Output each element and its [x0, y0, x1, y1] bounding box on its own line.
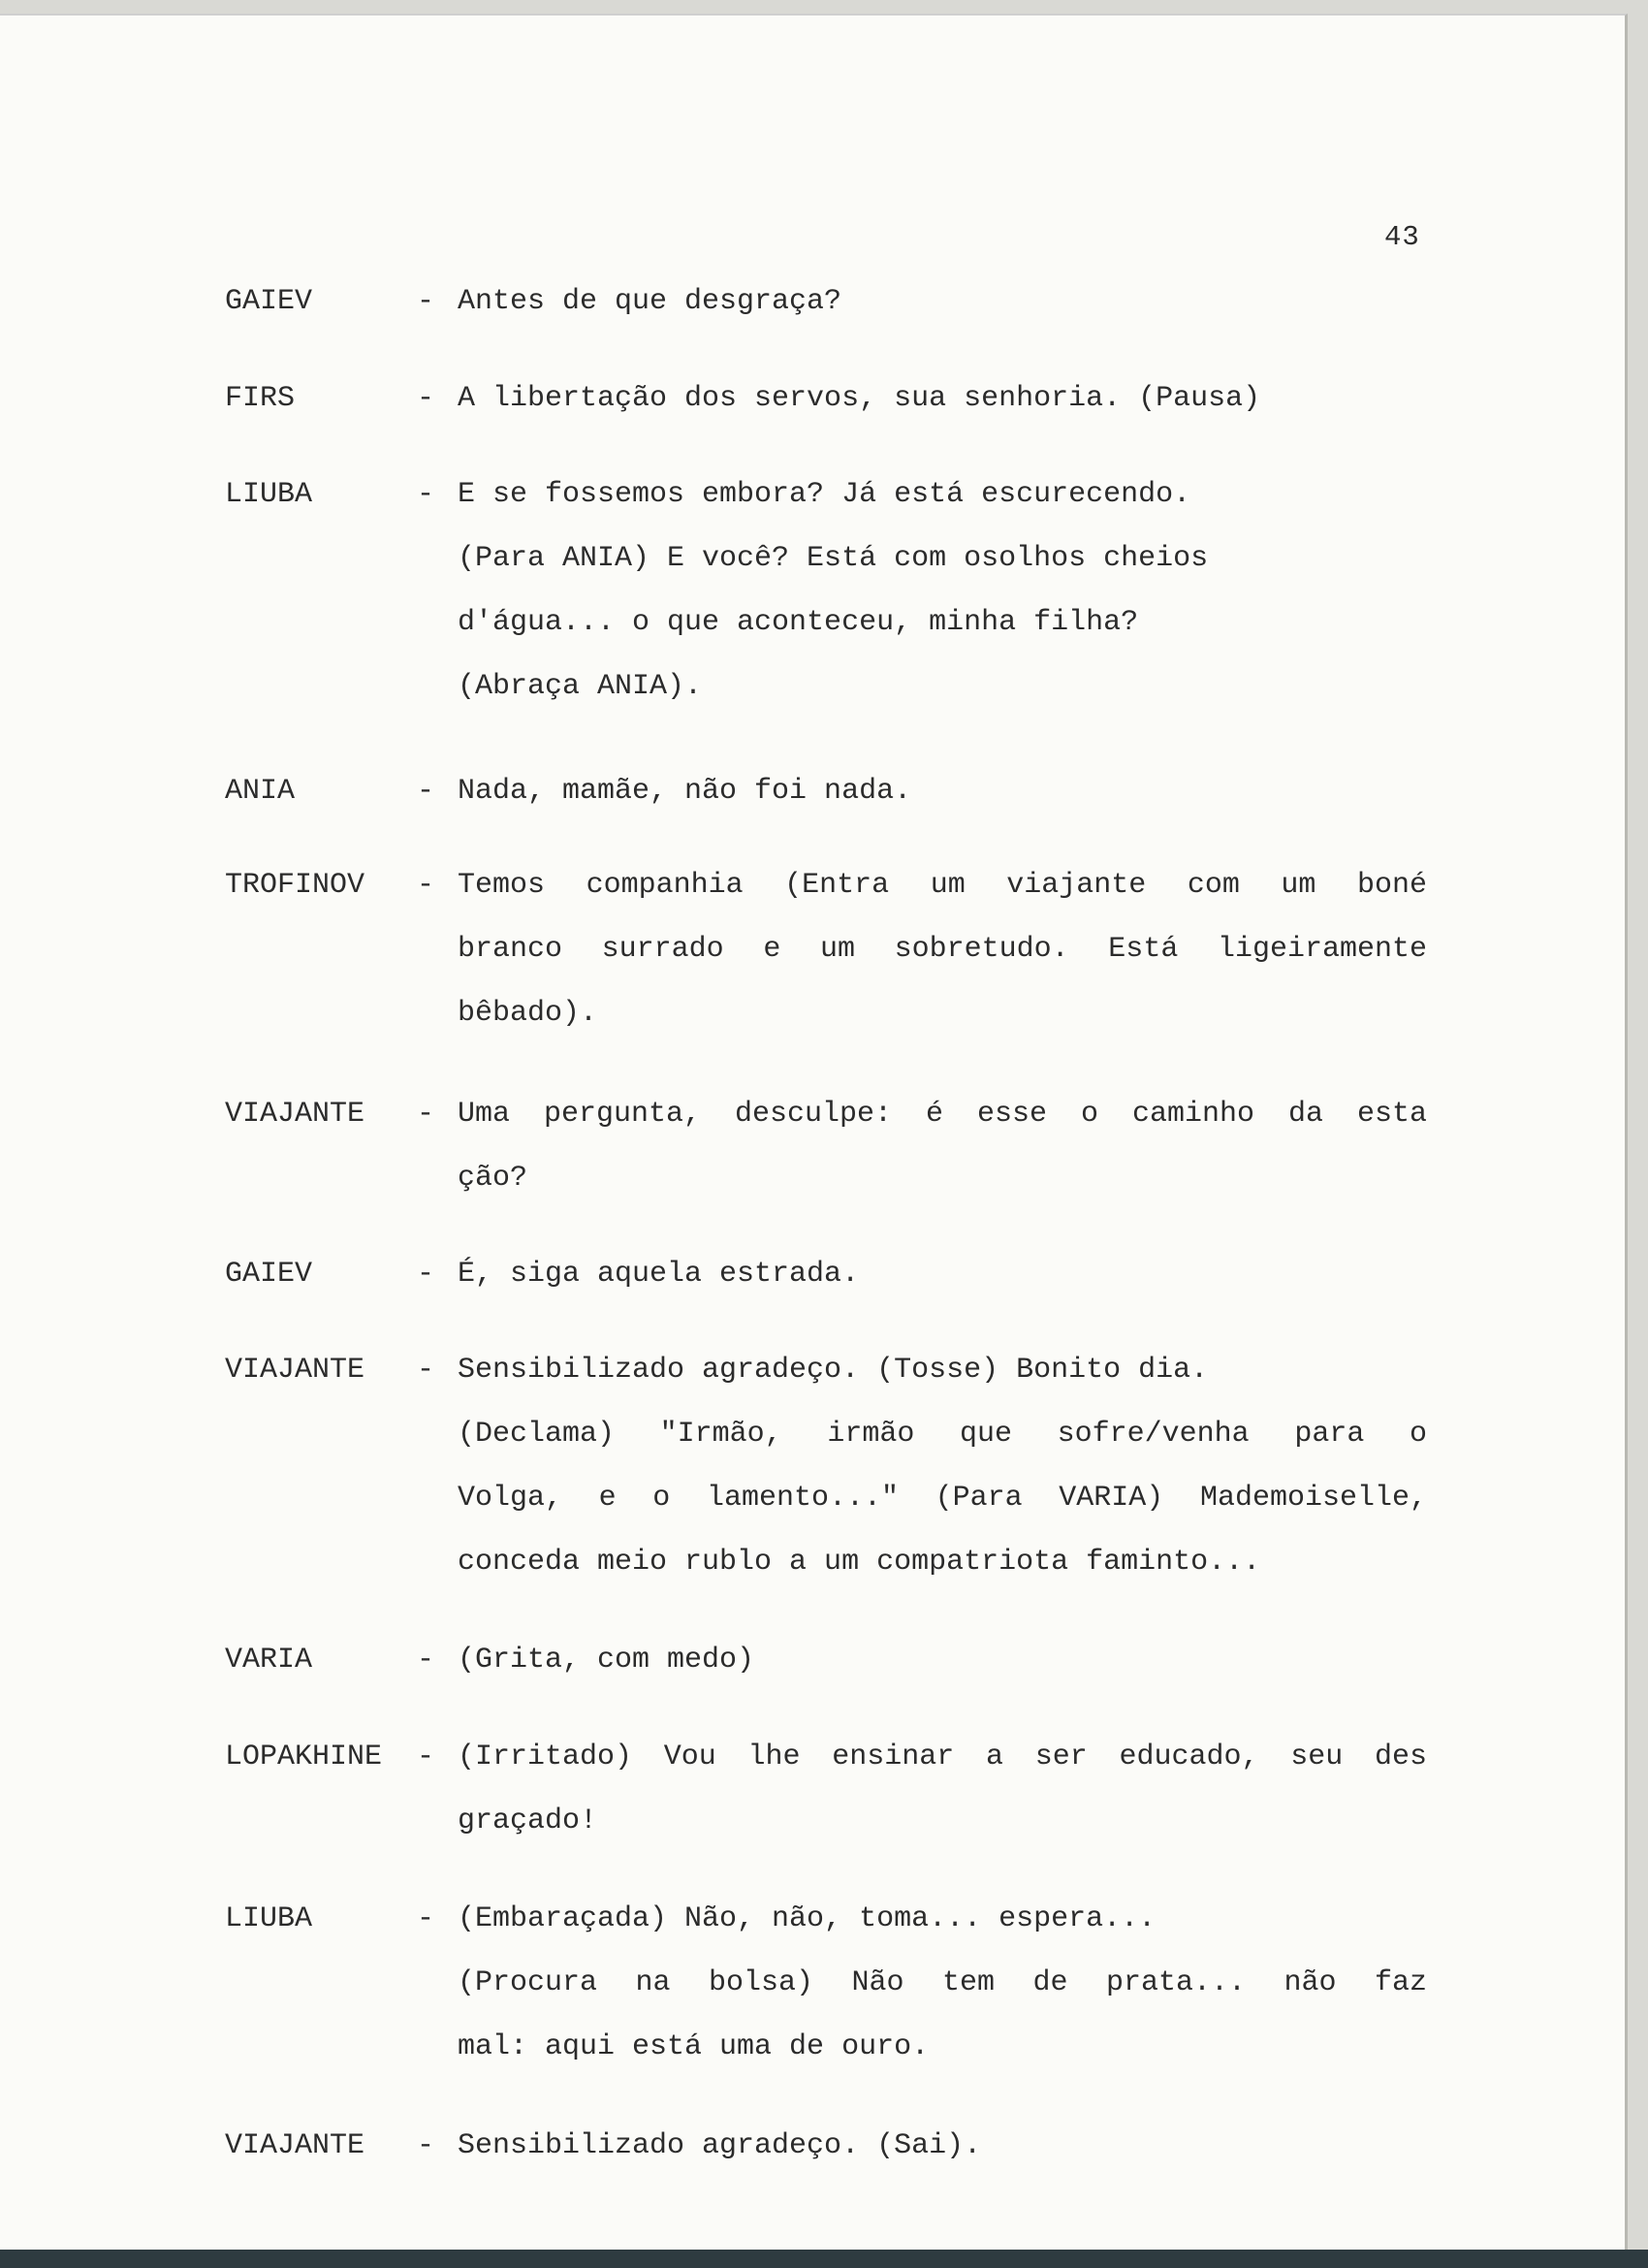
- speaker-dash: -: [417, 1258, 435, 1291]
- speaker-name: VIAJANTE: [225, 2129, 365, 2162]
- speech-line: E se fossemos embora? Já está escurecendo.: [458, 478, 1191, 511]
- speaker-name: GAIEV: [225, 285, 313, 318]
- speech-text: [458, 270, 1427, 334]
- speech-text: [458, 1887, 1427, 2079]
- speaker-dash: -: [417, 382, 435, 415]
- speech-text: [458, 367, 1427, 431]
- speaker-name: LOPAKHINE: [225, 1741, 383, 1773]
- speech-line: (Declama) "Irmão, irmão que sofre/venha para o: [458, 1418, 1427, 1451]
- speech-line: A libertação dos servos, sua senhoria. (Pausa): [458, 382, 1261, 415]
- speech-text: [458, 1082, 1427, 1210]
- scanner-edge: [0, 2250, 1648, 2268]
- speaker-dash: -: [417, 1354, 435, 1387]
- speech-line: graçado!: [458, 1805, 598, 1837]
- speaker-name: ANIA: [225, 775, 296, 808]
- speech-line: Temos companhia (Entra um viajante com um boné: [458, 869, 1427, 902]
- speech-text: [458, 759, 1427, 823]
- speech-line: É, siga aquela estrada.: [458, 1258, 860, 1291]
- speech-line: Antes de que desgraça?: [458, 285, 842, 318]
- speech-text: [458, 1628, 1427, 1692]
- speech-text: [458, 1725, 1427, 1853]
- speaker-dash: -: [417, 478, 435, 511]
- speech-line: (Abraça ANIA).: [458, 670, 703, 703]
- speaker-name: LIUBA: [225, 478, 313, 511]
- speaker-name: TROFINOV: [225, 869, 365, 902]
- speech-line: Sensibilizado agradeço. (Sai).: [458, 2129, 982, 2162]
- speech-line: mal: aqui está uma de ouro.: [458, 2030, 930, 2063]
- speech-line: (Grita, com medo): [458, 1644, 755, 1677]
- speaker-dash: -: [417, 1644, 435, 1677]
- speech-line: (Irritado) Vou lhe ensinar a ser educado, seu des: [458, 1741, 1427, 1773]
- speech-line: branco surrado e um sobretudo. Está ligeiramente: [458, 933, 1427, 966]
- speaker-dash: -: [417, 1741, 435, 1773]
- speaker-name: VIAJANTE: [225, 1098, 365, 1131]
- speaker-dash: -: [417, 2129, 435, 2162]
- speech-line: (Procura na bolsa) Não tem de prata... não faz: [458, 1966, 1427, 1999]
- speech-text: [458, 463, 1427, 719]
- speaker-dash: -: [417, 869, 435, 902]
- speaker-name: FIRS: [225, 382, 296, 415]
- speaker-dash: -: [417, 1098, 435, 1131]
- speech-line: Sensibilizado agradeço. (Tosse) Bonito dia.: [458, 1354, 1209, 1387]
- speaker-dash: -: [417, 285, 435, 318]
- speaker-name: GAIEV: [225, 1258, 313, 1291]
- speaker-name: LIUBA: [225, 1902, 313, 1935]
- speech-line: Nada, mamãe, não foi nada.: [458, 775, 912, 808]
- speech-line: bêbado).: [458, 997, 598, 1030]
- speaker-dash: -: [417, 1902, 435, 1935]
- speech-line: ção?: [458, 1162, 528, 1195]
- speech-text: [458, 1242, 1427, 1306]
- speech-line: Uma pergunta, desculpe: é esse o caminho da esta: [458, 1098, 1427, 1131]
- speaker-name: VIAJANTE: [225, 1354, 365, 1387]
- speech-line: conceda meio rublo a um compatriota faminto...: [458, 1546, 1261, 1579]
- speech-line: (Embaraçada) Não, não, toma... espera...: [458, 1902, 1157, 1935]
- speaker-dash: -: [417, 775, 435, 808]
- speech-text: [458, 1338, 1427, 1594]
- speech-line: Volga, e o lamento..." (Para VARIA) Mademoiselle,: [458, 1482, 1427, 1515]
- speech-text: [458, 853, 1427, 1045]
- page-number: 43: [1384, 221, 1420, 253]
- speech-line: (Para ANIA) E você? Está com osolhos cheios: [458, 542, 1209, 575]
- speaker-name: VARIA: [225, 1644, 313, 1677]
- speech-line: d'água... o que aconteceu, minha filha?: [458, 606, 1139, 639]
- speech-text: [458, 2114, 1427, 2178]
